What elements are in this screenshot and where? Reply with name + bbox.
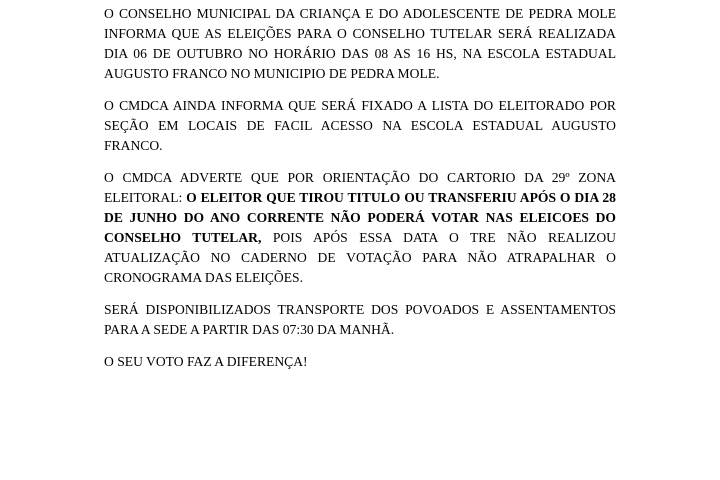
paragraph-warning — [104, 168, 616, 288]
paragraph-closing: O SEU VOTO FAZ A DIFERENÇA! — [104, 354, 308, 369]
warning-outro: POIS APÓS ESSA DATA O TRE NÃO REALIZOU ATUALIZAÇÃO NO CADERNO DE VOTAÇÃO PARA NÃO ATRAPALHAR O CRONOGRAMA DAS ELEIÇÕES. — [104, 230, 616, 285]
paragraph-election-info: O CONSELHO MUNICIPAL DA CRIANÇA E DO ADOLESCENTE DE PEDRA MOLE INFORMA QUE AS ELEIÇÕES PARA O CONSELHO TUTELAR SERÁ REALIZADA DIA 06 DE OUTUBRO NO HORÁRIO DAS 08 AS 16 HS, NA ESCOLA ESTADUAL AUGUSTO FRANCO NO MUNICIPIO DE PEDRA MOLE. — [104, 6, 616, 81]
paragraph-voter-list: O CMDCA AINDA INFORMA QUE SERÁ FIXADO A LISTA DO ELEITORADO POR SEÇÃO EM LOCAIS DE FACIL ACESSO NA ESCOLA ESTADUAL AUGUSTO FRANCO. — [104, 98, 616, 153]
paragraph-transport: SERÁ DISPONIBILIZADOS TRANSPORTE DOS POVOADOS E ASSENTAMENTOS PARA A SEDE A PARTIR DAS 07:30 DA MANHÃ. — [104, 302, 616, 337]
document-body — [104, 4, 616, 384]
warning-intro: O CMDCA ADVERTE QUE POR ORIENTAÇÃO DO CARTORIO DA 29º ZONA ELEITORAL: — [104, 170, 616, 205]
warning-bold: O ELEITOR QUE TIROU TITULO OU TRANSFERIU APÓS O DIA 28 DE JUNHO DO ANO CORRENTE NÃO PODERÁ VOTAR NAS ELEICOES DO CONSELHO TUTELAR, — [104, 190, 616, 245]
